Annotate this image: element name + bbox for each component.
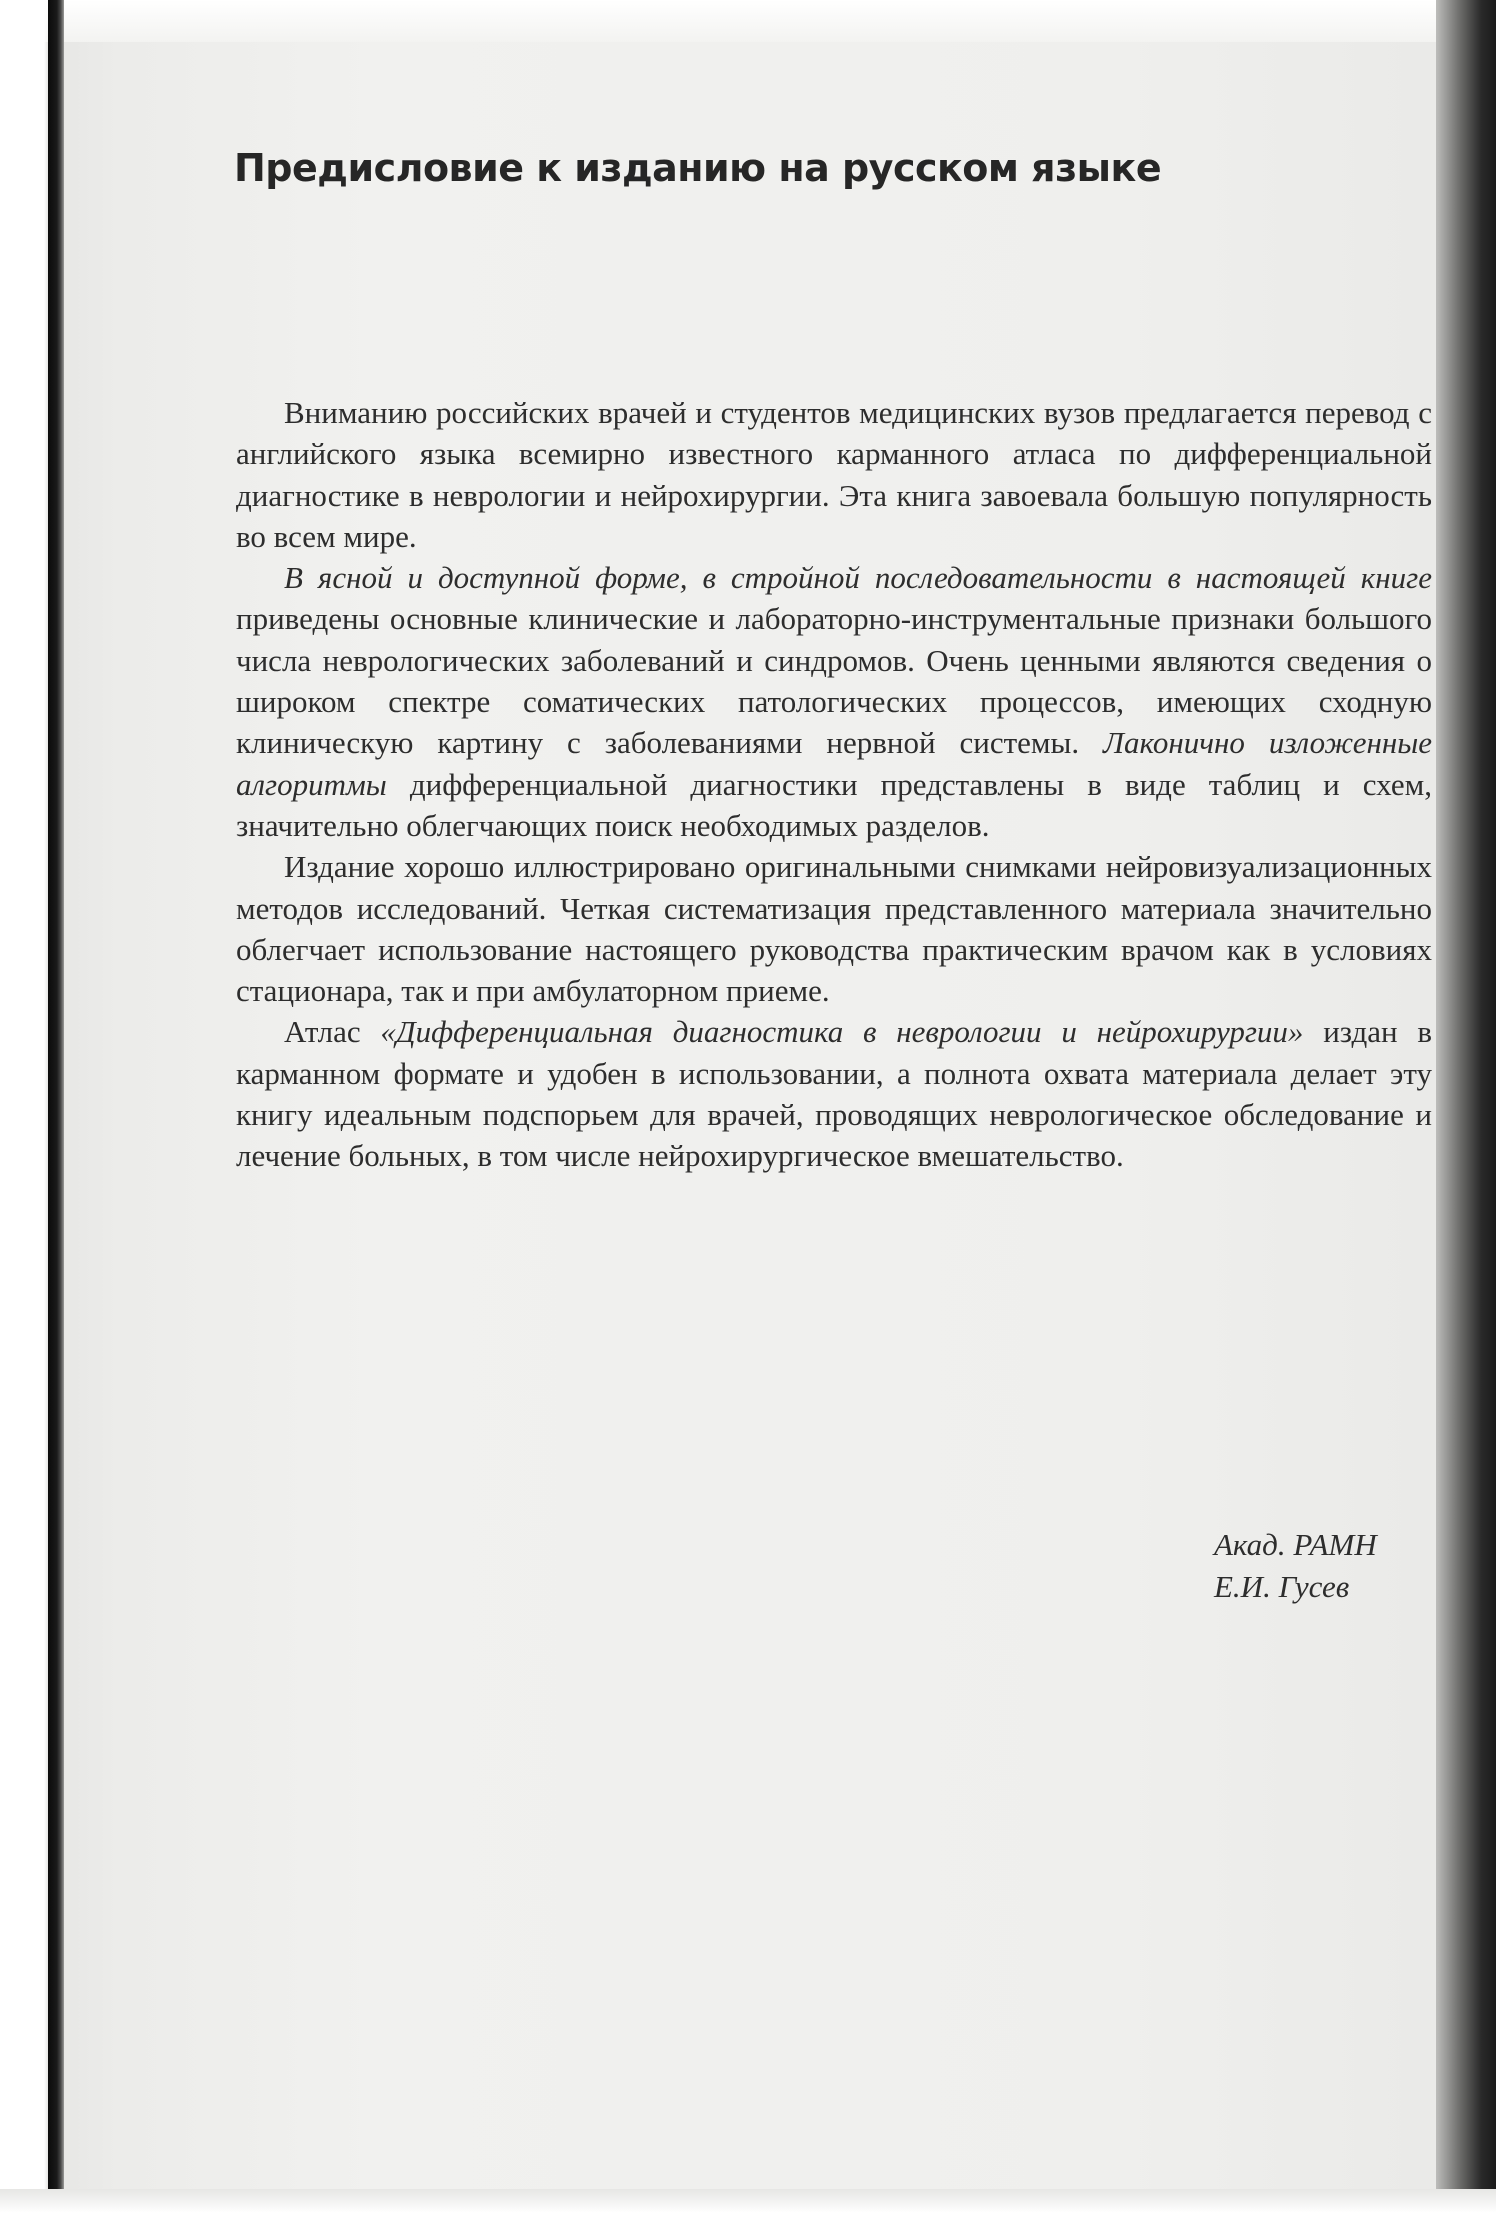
scan-top-margin bbox=[0, 0, 1496, 42]
page-edge-shadow bbox=[1436, 0, 1496, 2213]
paragraph-2-italic-intro: В ясной и доступной форме, в стройной последовательности в настоящей книге bbox=[284, 560, 1432, 596]
paragraph-4-text-end: издан в карманном формате и удобен в использовании, а полнота охвата материала делает эту книгу идеальным подспорьем для врачей, проводящих неврологическое обследование и лечение больных, в том числе нейрохирургическое вмешательство. bbox=[236, 1014, 1432, 1174]
scan-bottom-margin bbox=[0, 2189, 1496, 2213]
book-spine-shadow bbox=[48, 0, 64, 2213]
preface-body bbox=[236, 392, 1432, 1177]
paragraph-4 bbox=[236, 1011, 1432, 1176]
paragraph-2-text-end: дифференциальной диагностики представлены в виде таблиц и схем, значительно облегчающих поиск необходимых разделов. bbox=[236, 766, 1432, 843]
signature-title: Акад. РАМН bbox=[1214, 1527, 1377, 1562]
paragraph-2-text: приведены основные клинические и лабораторно-инструментальные признаки большого числа неврологических заболеваний и синдромов. Очень ценными являются сведения о широком спектре соматических патологических процессов, имеющих сходную клиническую картину с заболеваниями нервной системы. bbox=[236, 601, 1432, 761]
paragraph-3 bbox=[236, 846, 1432, 1011]
paragraph-2-italic-phrase: Лаконично изложенные алгоритмы bbox=[236, 725, 1432, 802]
signature-name: Е.И. Гусев bbox=[1214, 1569, 1350, 1604]
signature-block bbox=[1214, 1524, 1377, 1608]
paragraph-2 bbox=[236, 557, 1432, 846]
paragraph-1-text: Вниманию российских врачей и студентов медицинских вузов предлагается перевод с английского языка всемирно известного карманного атласа по дифференциальной диагностике в неврологии и нейрохирургии. Эта книга завоевала большую популярность во всем мире. bbox=[236, 395, 1432, 554]
paragraph-1 bbox=[236, 392, 1432, 557]
paragraph-4-atlas-title: «Дифференциальная диагностика в неврологии и нейрохирургии» bbox=[380, 1014, 1304, 1050]
paragraph-4-text-start: Атлас bbox=[284, 1014, 381, 1050]
paragraph-3-text: Издание хорошо иллюстрировано оригинальными снимками нейровизуализационных методов исследований. Четкая систематизация представленного материала значительно облегчает использование настоящего руководства практическим врачом как в условиях стационара, так и при амбулаторном приеме. bbox=[236, 849, 1432, 1009]
page-heading: Предисловие к изданию на русском языке bbox=[234, 146, 1162, 190]
scan-left-margin bbox=[0, 0, 48, 2213]
